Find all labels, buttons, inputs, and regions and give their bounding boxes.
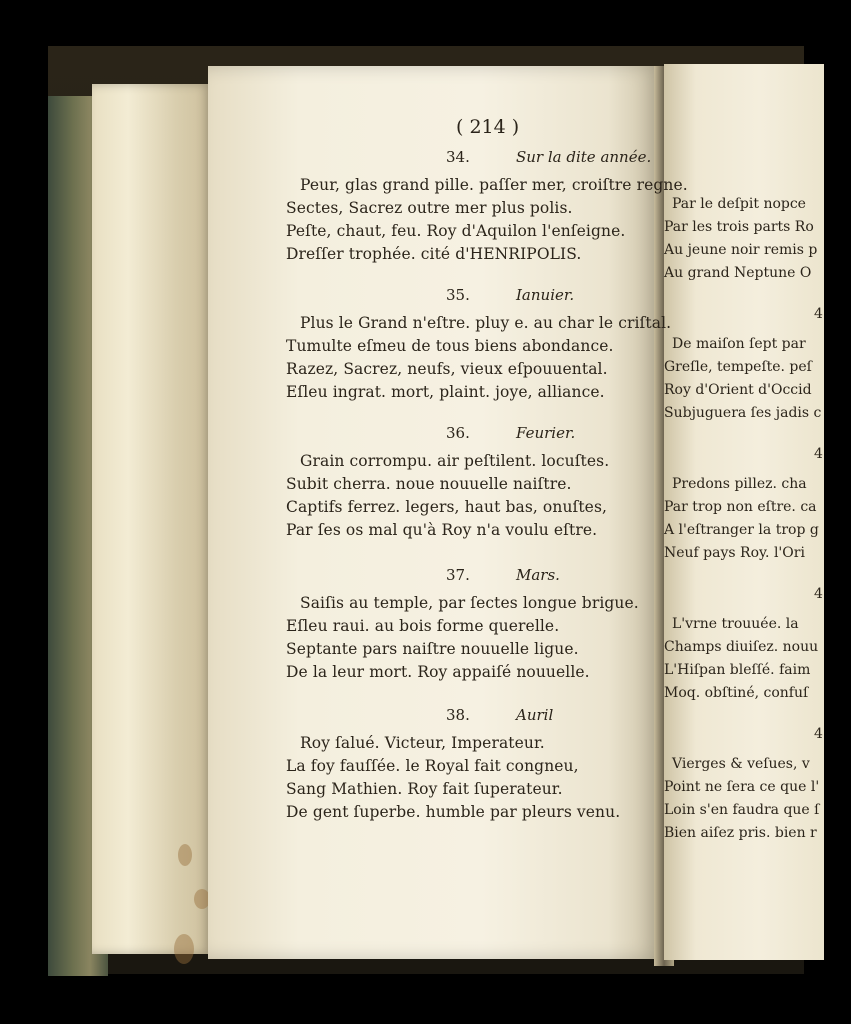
right-verse-line: Neuf pays Roy. l'Ori bbox=[664, 545, 805, 561]
verse-line: Sang Mathien. Roy fait ſuperateur. bbox=[286, 780, 563, 798]
partial-entry-number: 4 bbox=[814, 586, 823, 602]
right-verse-line: Subjuguera ſes jadis c bbox=[664, 405, 822, 421]
entry-title: Ianuier. bbox=[516, 286, 575, 304]
right-verse-line: Champs diuiſez. nouu bbox=[664, 639, 819, 655]
entry-heading bbox=[446, 566, 560, 584]
right-verse-line: De maiſon ſept par bbox=[672, 336, 806, 352]
right-verse-line: Moq. obſtiné, confuſ bbox=[664, 685, 809, 701]
right-verse-line: Au jeune noir remis p bbox=[664, 242, 818, 258]
partial-entry-number: 4 bbox=[814, 306, 823, 322]
entry-title: Auril bbox=[516, 706, 554, 724]
verse-line: De la leur mort. Roy appaiſé nouuelle. bbox=[286, 663, 590, 681]
verse-line: Roy ſalué. Victeur, Imperateur. bbox=[300, 734, 545, 752]
right-verse-line: Point ne ſera ce que l' bbox=[664, 779, 820, 795]
right-verse-line: Vierges & veſues, v bbox=[672, 756, 810, 772]
partial-entry-number: 4 bbox=[814, 446, 823, 462]
verse-line: Razez, Sacrez, neufs, vieux eſpouuental. bbox=[286, 360, 608, 378]
stain bbox=[178, 844, 192, 866]
verse-line: Captifs ferrez. legers, haut bas, onuſtes, bbox=[286, 498, 608, 516]
right-verse-line: A l'eſtranger la trop g bbox=[664, 522, 819, 538]
entry-title: Mars. bbox=[516, 566, 560, 584]
right-verse-line: Roy d'Orient d'Occid bbox=[664, 382, 812, 398]
verse-line: Par ſes os mal qu'à Roy n'a voulu eſtre. bbox=[286, 521, 598, 539]
entry-heading bbox=[446, 424, 575, 442]
verse-line: Plus le Grand n'eſtre. pluy e. au char le criſtal. bbox=[300, 314, 672, 332]
verse-line: La foy fauſſée. le Royal fait congneu, bbox=[286, 757, 579, 775]
right-verse-line: Loin s'en faudra que ſ bbox=[664, 802, 820, 818]
right-verse-line: Predons pillez. cha bbox=[672, 476, 807, 492]
verse-line: Eſleu raui. au bois forme querelle. bbox=[286, 617, 560, 635]
entry-heading bbox=[446, 286, 574, 304]
right-verse-line: L'vrne trouuée. la bbox=[672, 616, 799, 632]
right-verse-line: Bien aiſez pris. bien r bbox=[664, 825, 817, 841]
verse-line: Septante pars naiſtre nouuelle ligue. bbox=[286, 640, 579, 658]
book-photo bbox=[48, 46, 823, 974]
verse-line: Subit cherra. noue nouuelle naiſtre. bbox=[286, 475, 572, 493]
page-number: ( 214 ) bbox=[456, 116, 520, 138]
verse-line: Saiſis au temple, par ſectes longue brigue. bbox=[300, 594, 639, 612]
verse-line: Tumulte eſmeu de tous biens abondance. bbox=[286, 337, 614, 355]
right-verse-line: Greſle, tempeſte. peſ bbox=[664, 359, 812, 375]
verse-line: Sectes, Sacrez outre mer plus polis. bbox=[286, 199, 573, 217]
entry-heading bbox=[446, 706, 553, 724]
page-edges bbox=[92, 84, 212, 954]
right-verse-line: Par les trois parts Ro bbox=[664, 219, 814, 235]
entry-number: 35. bbox=[446, 286, 470, 304]
right-verse-line: Au grand Neptune O bbox=[664, 265, 812, 281]
entry-title: Feurier. bbox=[516, 424, 576, 442]
verse-line: Grain corrompu. air peſtilent. locuſtes. bbox=[300, 452, 610, 470]
verse-line: Eſleu ingrat. mort, plaint. joye, alliance. bbox=[286, 383, 605, 401]
right-verse-line: Par trop non eſtre. ca bbox=[664, 499, 817, 515]
verse-line: Peur, glas grand pille. paſſer mer, croiſtre regne. bbox=[300, 176, 688, 194]
entry-heading bbox=[446, 148, 651, 166]
entry-title: Sur la dite année. bbox=[516, 148, 652, 166]
right-verse-line: L'Hiſpan bleſſé. faim bbox=[664, 662, 811, 678]
entry-number: 38. bbox=[446, 706, 470, 724]
entry-number: 37. bbox=[446, 566, 470, 584]
entry-number: 36. bbox=[446, 424, 470, 442]
right-verse-line: Par le deſpit nopce bbox=[672, 196, 806, 212]
stain bbox=[174, 934, 194, 964]
right-page bbox=[664, 64, 824, 960]
verse-line: De gent ſuperbe. humble par pleurs venu. bbox=[286, 803, 621, 821]
partial-entry-number: 4 bbox=[814, 726, 823, 742]
entry-number: 34. bbox=[446, 148, 470, 166]
verse-line: Peſte, chaut, feu. Roy d'Aquilon l'enſeigne. bbox=[286, 222, 626, 240]
verse-line: Dreſſer trophée. cité d'HENRIPOLIS. bbox=[286, 245, 582, 263]
